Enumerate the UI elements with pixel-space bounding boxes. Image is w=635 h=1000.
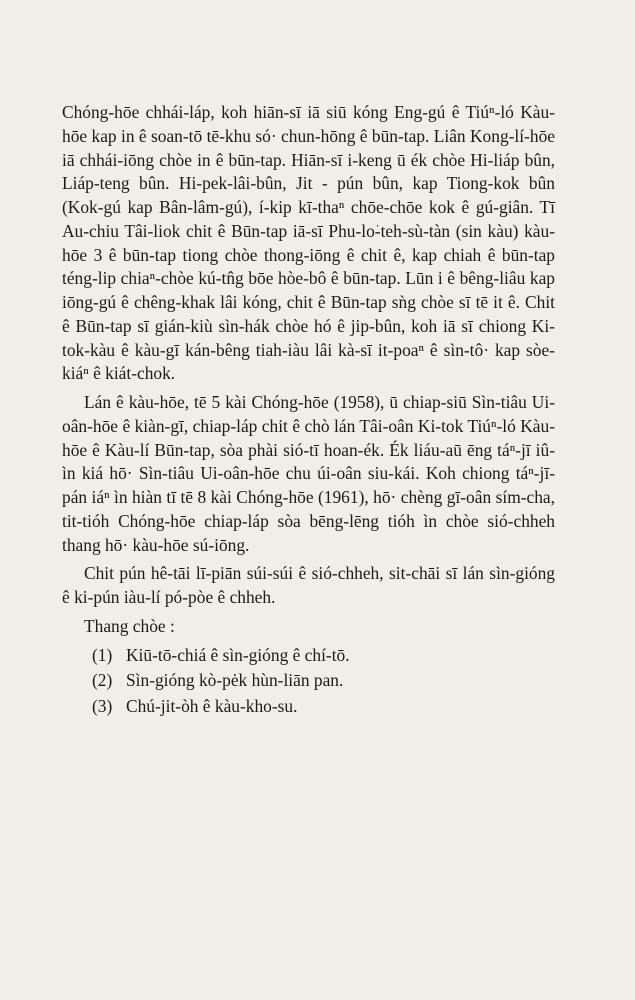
list-item [62, 643, 555, 669]
list-heading: Thang chòe : [84, 615, 175, 636]
paragraph-3: Chit pún hê-tāi lī-piān súi-súi ê sió-chheh, sit-chāi sī lán sìn-gióng ê ki-pún iàu-lí pó-pòe ê chheh. [62, 563, 555, 607]
usage-list [62, 643, 555, 720]
paragraph-1: Chóng-hōe chhái-láp, koh hiān-sī iā siū kóng Eng-gú ê Tiúⁿ-ló Kàu-hōe kap in ê soan-tō tē-khu só· chun-hōng ê būn-tap. Liân Kong-lí-hōe iā chhái-iōng chòe in ê būn-tap. Hiān-sī i-keng ū ék chòe Hi-liáp bûn, Liáp-teng bûn. Hi-pek-lâi-bûn, Jit - pún bûn, kap Tiong-kok bûn (Kok-gú kap Bân-lâm-gú), í-kip kī-thaⁿ chōe-chōe kok ê gú-giân. Tī Au-chiu Tâi-liok chit ê Būn-tap iā-sī Phu-lo͘-teh-sù-tàn (sin kàu) kàu-hōe 3 ê būn-tap tiong chòe thong-iōng ê chit ê, kap chiah ê būn-tap téng-lip chiaⁿ-chòe kú-tn̂g bōe hòe-bô ê būn-tap. Lūn i ê bêng-liâu kap iōng-gú ê chêng-khak lâi kóng, chit ê Būn-tap sǹg chòe sī tē it ê. Chit ê Būn-tap sī gián-kiù sìn-hák chòe hó ê jip-bûn, koh iā sī chiong Ki-tok-kàu ê kàu-gī kán-bêng tiah-iàu lâi kà-sī it-poaⁿ ê sìn-tô· kap sòe-kiáⁿ ê kiát-chok. [62, 102, 555, 384]
list-item-text: Sìn-gióng kò-pėk hùn-liān pan. [126, 670, 344, 690]
list-item-text: Kiū-tō-chiá ê sìn-gióng ê chí-tō. [126, 644, 350, 665]
list-item [62, 694, 555, 720]
page-body [62, 101, 555, 719]
list-item-number: (3) [92, 695, 113, 716]
paragraph-2: Lán ê kàu-hōe, tē 5 kài Chóng-hōe (1958), ū chiap-siū Sìn-tiâu Ui-oân-hōe ê kiàn-gī, chiap-láp chit ê chò lán Tâi-oân Ki-tok Tiúⁿ-ló Kàu-hōe ê Kàu-lí Būn-tap, sòa phài sió-tī hoan-ék. Ék liáu-aū ēng táⁿ-jī iû-ìn kiá hō· Sìn-tiâu Ui-oân-hōe chu úi-oân siu-kái. Koh chiong táⁿ-jī-pán iáⁿ ìn hiàn tī tē 8 kài Chóng-hōe (1961), hō· chèng gī-oân sím-cha, tit-tióh Chóng-hōe chiap-láp sòa bēng-lēng tióh ìn chòe sió-chheh thang hō· kàu-hōe sú-iōng. [62, 392, 555, 555]
list-item [62, 668, 555, 694]
list-item-text: Chú-jit-òh ê kàu-kho-su. [126, 695, 298, 716]
list-item-number: (2) [92, 670, 113, 690]
list-item-number: (1) [92, 644, 113, 665]
